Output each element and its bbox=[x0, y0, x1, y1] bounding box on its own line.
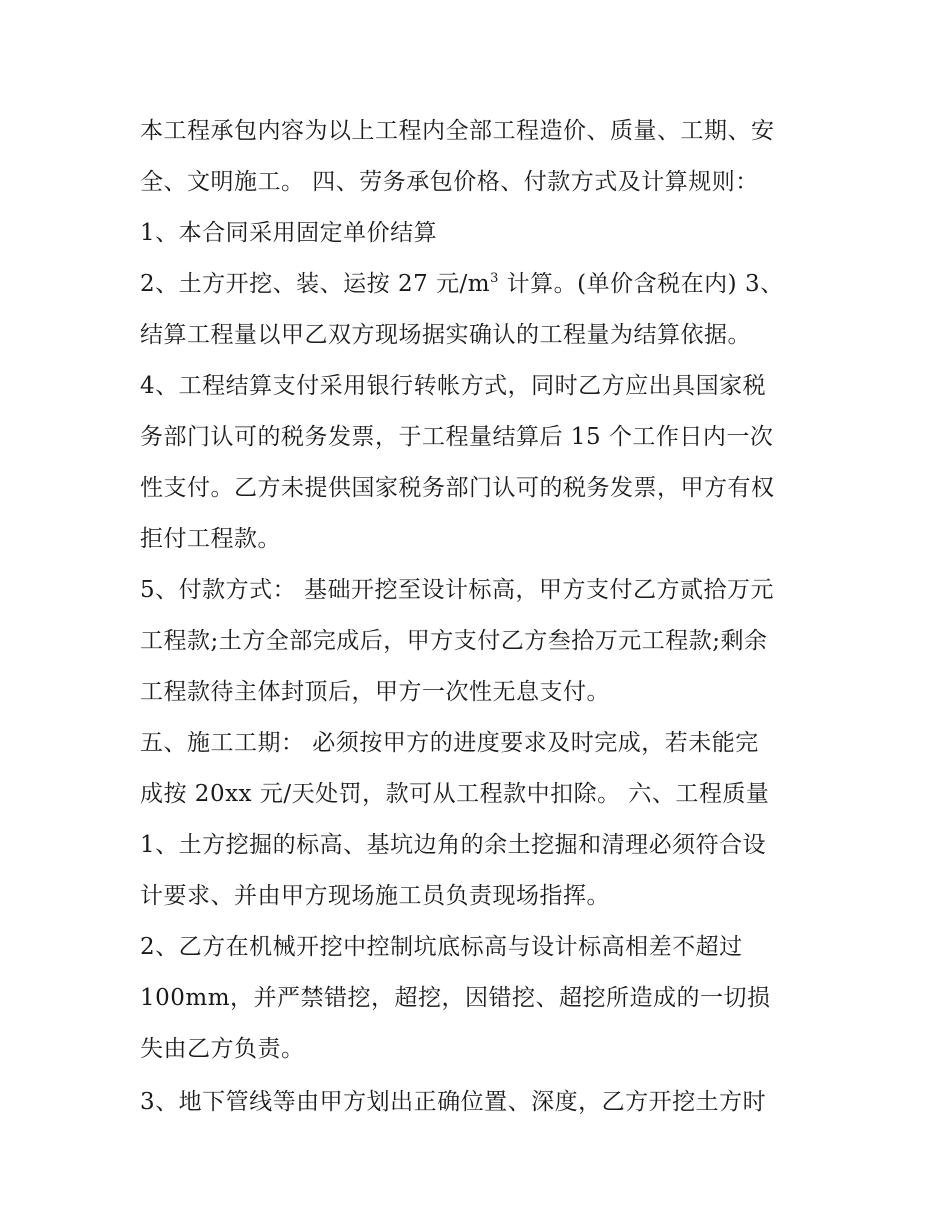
paragraph-line: 4、工程结算支付采用银行转帐方式，同时乙方应出具国家税 bbox=[140, 373, 767, 399]
paragraph-line: 结算工程量以甲乙双方现场据实确认的工程量为结算依据。 bbox=[140, 322, 751, 348]
paragraph-line: 工程款;土方全部完成后，甲方支付乙方叁拾万元工程款;剩余 bbox=[140, 628, 768, 654]
contract-body-text bbox=[140, 106, 820, 1128]
paragraph-line: 100mm，并严禁错挖，超挖，因错挖、超挖所造成的一切损 bbox=[140, 985, 771, 1011]
paragraph-line: 性支付。乙方未提供国家税务部门认可的税务发票，甲方有权 bbox=[140, 475, 775, 501]
paragraph-line: 失由乙方负责。 bbox=[140, 1036, 305, 1062]
paragraph-line: 务部门认可的税务发票，于工程量结算后 15 个工作日内一次 bbox=[140, 424, 774, 450]
paragraph-line: 本工程承包内容为以上工程内全部工程造价、质量、工期、安 bbox=[140, 118, 775, 144]
paragraph-line: 1、本合同采用固定单价结算 bbox=[140, 220, 438, 246]
paragraph-line: 计要求、并由甲方现场施工员负责现场指挥。 bbox=[140, 883, 610, 909]
paragraph-line-unit-price bbox=[140, 259, 820, 310]
unit-price-text-rest: 计算。(单价含税在内) 3、 bbox=[498, 271, 784, 297]
paragraph-line: 全、文明施工。 四、劳务承包价格、付款方式及计算规则： bbox=[140, 169, 759, 195]
cubic-superscript: 3 bbox=[490, 271, 499, 286]
paragraph-line: 五、施工工期： 必须按甲方的进度要求及时完成，若未能完 bbox=[140, 730, 759, 756]
paragraph-line: 2、乙方在机械开挖中控制坑底标高与设计标高相差不超过 bbox=[140, 934, 743, 960]
paragraph-line: 成按 20xx 元/天处罚，款可从工程款中扣除。 六、工程质量 bbox=[140, 781, 770, 807]
unit-price-text: 2、土方开挖、装、运按 27 元/m bbox=[140, 271, 491, 297]
paragraph-line: 拒付工程款。 bbox=[140, 526, 281, 552]
paragraph-line: 1、土方挖掘的标高、基坑边角的余土挖掘和清理必须符合设 bbox=[140, 832, 767, 858]
paragraph-line: 3、地下管线等由甲方划出正确位置、深度，乙方开挖土方时 bbox=[140, 1089, 767, 1115]
paragraph-line: 工程款待主体封顶后，甲方一次性无息支付。 bbox=[140, 679, 610, 705]
paragraph-line: 5、付款方式： 基础开挖至设计标高，甲方支付乙方贰拾万元 bbox=[140, 577, 774, 603]
